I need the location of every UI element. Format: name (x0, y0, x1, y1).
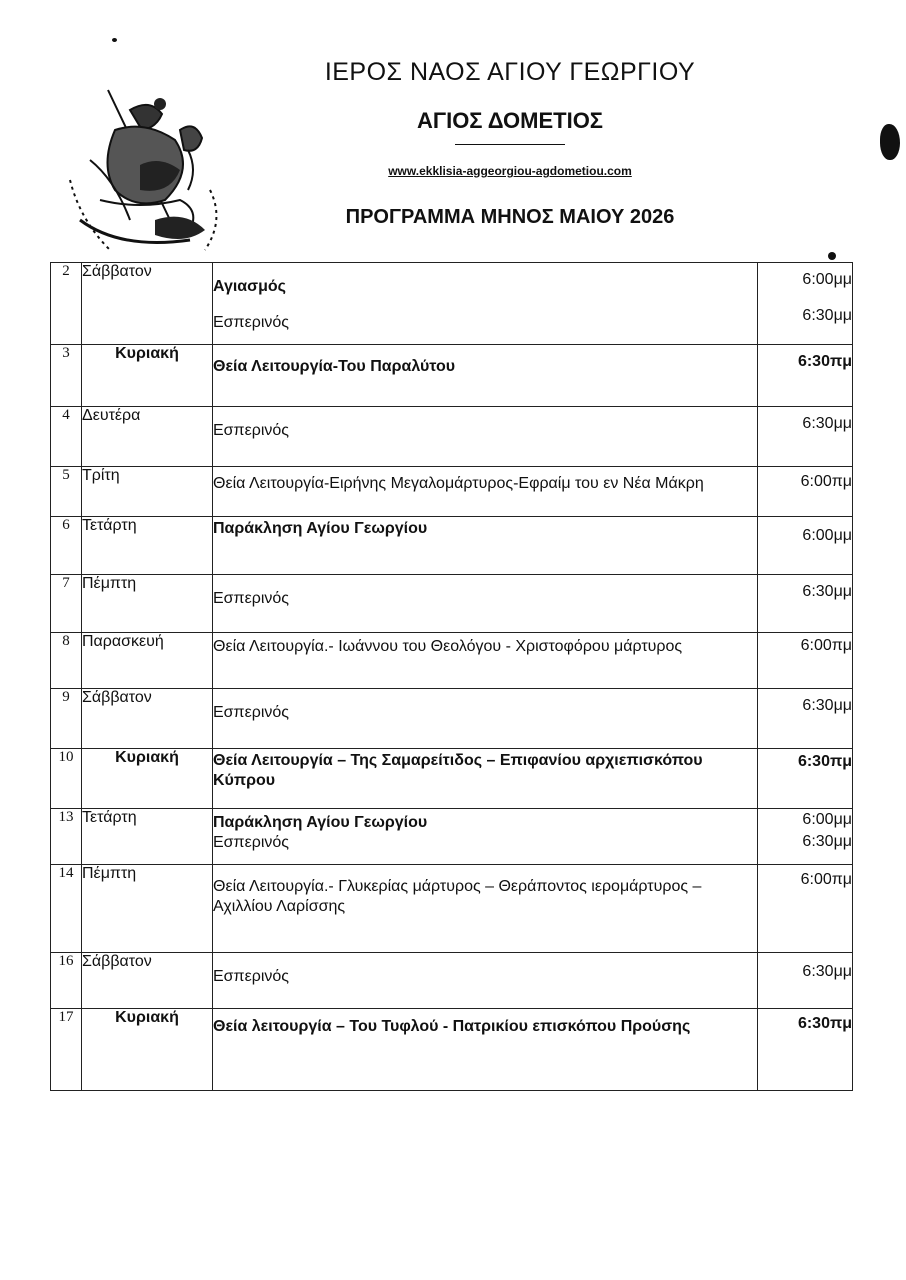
time-cell (758, 467, 853, 517)
program-heading: ΠΡΟΓΡΑΜΜΑ ΜΗΝΟΣ ΜΑΙΟΥ 2026 (345, 206, 675, 228)
time-cell (758, 633, 853, 689)
day-name: Δευτέρα (82, 407, 213, 467)
service-text: Θεία Λειτουργία-Του Παραλύτου (213, 358, 456, 375)
service-text: Εσπερινός (213, 834, 289, 851)
website-link[interactable]: www.ekklisia-aggeorgiou-agdometiou.com (388, 164, 632, 178)
service-cell (213, 749, 758, 809)
day-name: Σάββατον (82, 953, 213, 1009)
day-number: 2 (51, 263, 82, 345)
time-cell (758, 689, 853, 749)
day-number: 8 (51, 633, 82, 689)
day-name: Κυριακή (82, 1009, 213, 1091)
day-number: 13 (51, 809, 82, 865)
schedule-table (50, 262, 853, 1091)
service-time: 6:30μμ (802, 415, 852, 432)
service-time: 6:30πμ (797, 753, 852, 770)
service-cell (213, 263, 758, 345)
time-cell (758, 749, 853, 809)
time-cell (758, 263, 853, 345)
table-row (51, 865, 853, 953)
day-number: 3 (51, 345, 82, 407)
service-cell (213, 345, 758, 407)
scan-speck (880, 124, 900, 160)
service-text: Θεία Λειτουργία – Της Σαμαρείτιδος – Επιφανίου αρχιεπισκόπου Κύπρου (213, 752, 703, 789)
divider (455, 144, 565, 145)
service-text: Εσπερινός (213, 314, 289, 331)
service-text: Εσπερινός (213, 590, 289, 607)
service-text: Θεία Λειτουργία.- Ιωάννου του Θεολόγου - Χριστοφόρου μάρτυρος (213, 638, 683, 655)
service-time: 6:00μμ (802, 271, 852, 288)
day-number: 9 (51, 689, 82, 749)
day-name: Πέμπτη (82, 575, 213, 633)
service-time: 6:00μμ (802, 527, 852, 544)
table-row (51, 575, 853, 633)
service-time: 6:00πμ (800, 871, 852, 888)
time-cell (758, 865, 853, 953)
saint-george-dragon-icon (60, 70, 230, 260)
scan-speck (112, 38, 117, 42)
service-text: Θεία λειτουργία – Του Τυφλού - Πατρικίου επισκόπου Προύσης (213, 1018, 691, 1035)
service-cell (213, 1009, 758, 1091)
day-number: 17 (51, 1009, 82, 1091)
service-cell (213, 953, 758, 1009)
day-number: 5 (51, 467, 82, 517)
table-row (51, 467, 853, 517)
day-name: Τετάρτη (82, 517, 213, 575)
time-cell (758, 1009, 853, 1091)
service-time: 6:30πμ (797, 1015, 852, 1032)
service-cell (213, 865, 758, 953)
service-text: Θεία Λειτουργία.- Γλυκερίας μάρτυρος – Θεράποντος ιερομάρτυρος – Αχιλλίου Λαρίσσης (213, 878, 702, 915)
table-row (51, 953, 853, 1009)
table-row (51, 749, 853, 809)
service-cell (213, 633, 758, 689)
service-text: Παράκληση Αγίου Γεωργίου (213, 814, 428, 831)
service-time: 6:30μμ (802, 697, 852, 714)
service-text: Εσπερινός (213, 968, 289, 985)
service-cell (213, 575, 758, 633)
table-row (51, 809, 853, 865)
service-text: Εσπερινός (213, 422, 289, 439)
table-row (51, 263, 853, 345)
day-number: 7 (51, 575, 82, 633)
service-time: 6:00πμ (800, 637, 852, 654)
day-number: 6 (51, 517, 82, 575)
service-time: 6:30πμ (797, 353, 852, 370)
time-cell (758, 407, 853, 467)
page-subtitle: ΑΓΙΟΣ ΔΟΜΕΤΙΟΣ (416, 108, 604, 133)
time-cell (758, 953, 853, 1009)
service-cell (213, 407, 758, 467)
time-cell (758, 809, 853, 865)
day-name: Σάββατον (82, 689, 213, 749)
table-row (51, 633, 853, 689)
time-cell (758, 575, 853, 633)
day-number: 14 (51, 865, 82, 953)
service-time: 6:30μμ (802, 833, 852, 850)
service-time: 6:30μμ (802, 583, 852, 600)
day-name: Κυριακή (82, 749, 213, 809)
day-name: Παρασκευή (82, 633, 213, 689)
time-cell (758, 345, 853, 407)
table-row (51, 407, 853, 467)
service-text: Εσπερινός (213, 704, 289, 721)
service-text: Αγιασμός (213, 278, 286, 295)
day-number: 16 (51, 953, 82, 1009)
day-name: Κυριακή (82, 345, 213, 407)
service-time: 6:00μμ (802, 811, 852, 828)
table-row (51, 517, 853, 575)
day-name: Σάββατον (82, 263, 213, 345)
table-row (51, 345, 853, 407)
day-number: 10 (51, 749, 82, 809)
service-cell (213, 467, 758, 517)
day-name: Τρίτη (82, 467, 213, 517)
service-time: 6:30μμ (802, 963, 852, 980)
day-number: 4 (51, 407, 82, 467)
page-title: ΙΕΡΟΣ ΝΑΟΣ ΑΓΙΟΥ ΓΕΩΡΓΙΟΥ (324, 58, 696, 86)
day-name: Πέμπτη (82, 865, 213, 953)
service-text: Θεία Λειτουργία-Ειρήνης Μεγαλομάρτυρος-Εφραίμ του εν Νέα Μάκρη (213, 475, 704, 492)
service-text: Παράκληση Αγίου Γεωργίου (213, 520, 428, 537)
table-row (51, 1009, 853, 1091)
service-cell (213, 689, 758, 749)
scan-speck (828, 252, 836, 260)
service-cell (213, 517, 758, 575)
service-cell (213, 809, 758, 865)
table-row (51, 689, 853, 749)
service-time: 6:00πμ (800, 473, 852, 490)
day-name: Τετάρτη (82, 809, 213, 865)
service-time: 6:30μμ (802, 307, 852, 324)
time-cell (758, 517, 853, 575)
